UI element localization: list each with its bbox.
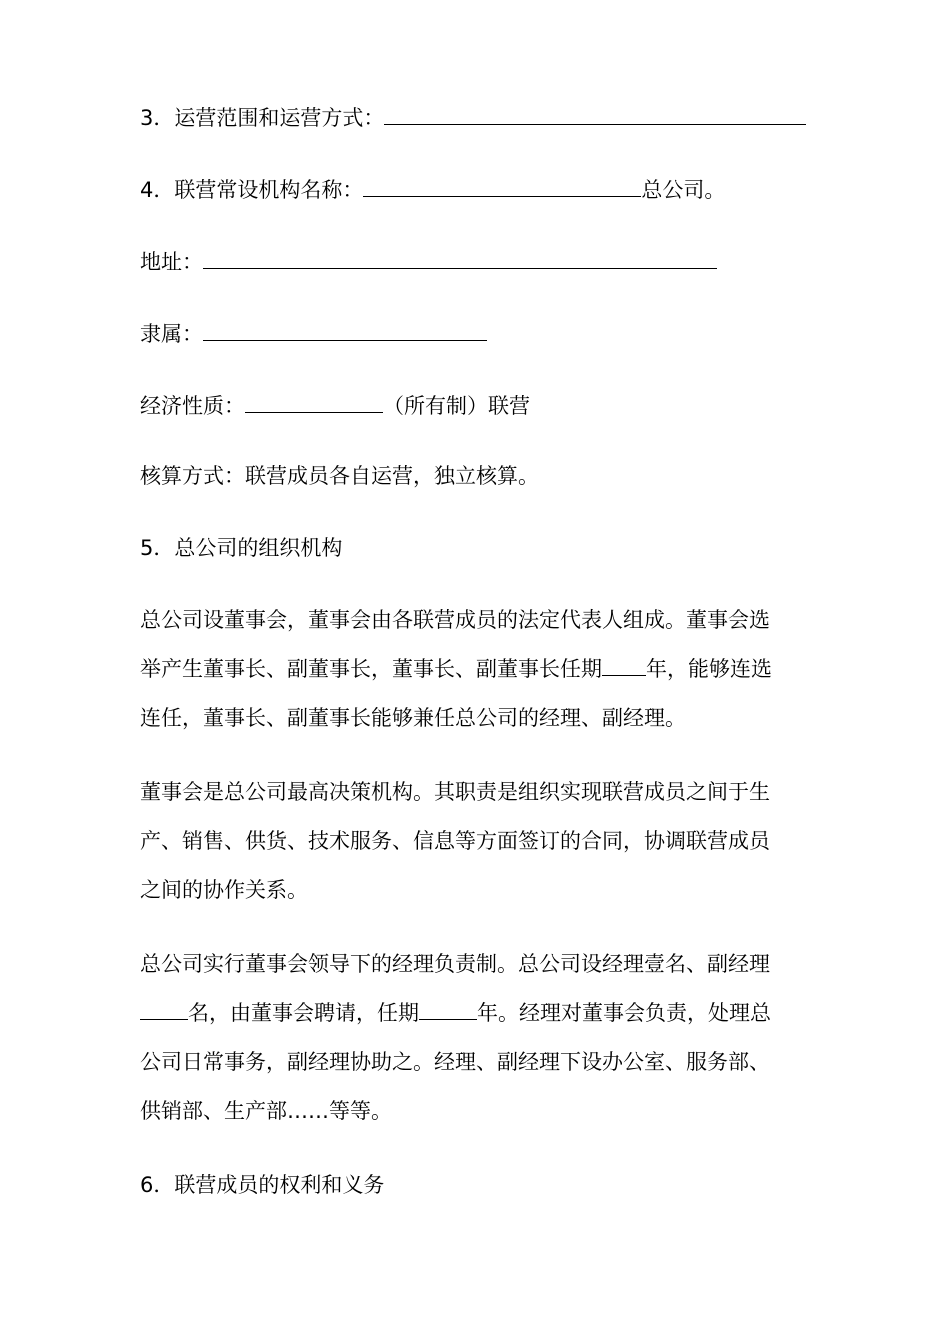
board-paragraph — [140, 596, 812, 743]
accounting-method-line — [140, 462, 812, 490]
board-paragraph-line-1: 总公司设董事会，董事会由各联营成员的法定代表人组成。董事会选 — [140, 608, 770, 632]
manager-paragraph-line-3: 公司日常事务，副经理协助之。经理、副经理下设办公室、服务部、 — [140, 1050, 770, 1074]
item-4-institution-name — [140, 174, 812, 204]
board-duties-line-1: 董事会是总公司最高决策机构。其职责是组织实现联营成员之间于生 — [140, 780, 770, 804]
accounting-method-text: 核算方式：联营成员各自运营，独立核算。 — [140, 464, 539, 488]
board-paragraph-line-2 — [140, 645, 812, 694]
item-3-label: 3．运营范围和运营方式： — [140, 106, 385, 130]
manager-paragraph-line-1: 总公司实行董事会领导下的经理负责制。总公司设经理壹名、副经理 — [140, 952, 770, 976]
blank-deputy-count — [140, 997, 188, 1020]
blank-term-years — [602, 653, 646, 676]
blank-ownership-field — [245, 390, 383, 413]
blank-scope-field — [384, 102, 806, 125]
manager-paragraph-line-2 — [140, 989, 812, 1038]
manager-paragraph-line-2-end: 年。经理对董事会负责，处理总 — [477, 1001, 771, 1025]
economic-nature-suffix: （所有制）联营 — [383, 394, 530, 418]
blank-manager-term — [419, 997, 477, 1020]
section-5-heading — [140, 534, 812, 562]
item-3-scope — [140, 102, 812, 132]
board-duties-line-3: 之间的协作关系。 — [140, 878, 308, 902]
economic-nature-line — [140, 390, 812, 420]
board-paragraph-line-2-text: 举产生董事长、副董事长，董事长、副董事长任期 — [140, 657, 602, 681]
address-label: 地址： — [140, 250, 203, 274]
blank-institution-field — [363, 174, 641, 197]
address-line — [140, 246, 812, 276]
blank-address-field — [203, 246, 717, 269]
blank-affiliation-field — [203, 318, 487, 341]
affiliation-label: 隶属： — [140, 322, 203, 346]
item-4-label: 4．联营常设机构名称： — [140, 178, 364, 202]
manager-paragraph-line-4: 供销部、生产部……等等。 — [140, 1099, 392, 1123]
section-6-heading — [140, 1171, 812, 1199]
economic-nature-label: 经济性质： — [140, 394, 245, 418]
section-5-title: 5．总公司的组织机构 — [140, 536, 343, 560]
board-duties-paragraph — [140, 768, 812, 915]
affiliation-line — [140, 318, 812, 348]
board-paragraph-line-3: 连任，董事长、副董事长能够兼任总公司的经理、副经理。 — [140, 706, 686, 730]
board-paragraph-line-2-end: 年，能够连选 — [646, 657, 772, 681]
section-6-title: 6．联营成员的权利和义务 — [140, 1173, 385, 1197]
item-4-suffix: 总公司。 — [641, 178, 726, 202]
board-duties-line-2: 产、销售、供货、技术服务、信息等方面签订的合同，协调联营成员 — [140, 829, 770, 853]
manager-paragraph — [140, 940, 812, 1136]
manager-paragraph-line-2-text: 名，由董事会聘请，任期 — [188, 1001, 419, 1025]
